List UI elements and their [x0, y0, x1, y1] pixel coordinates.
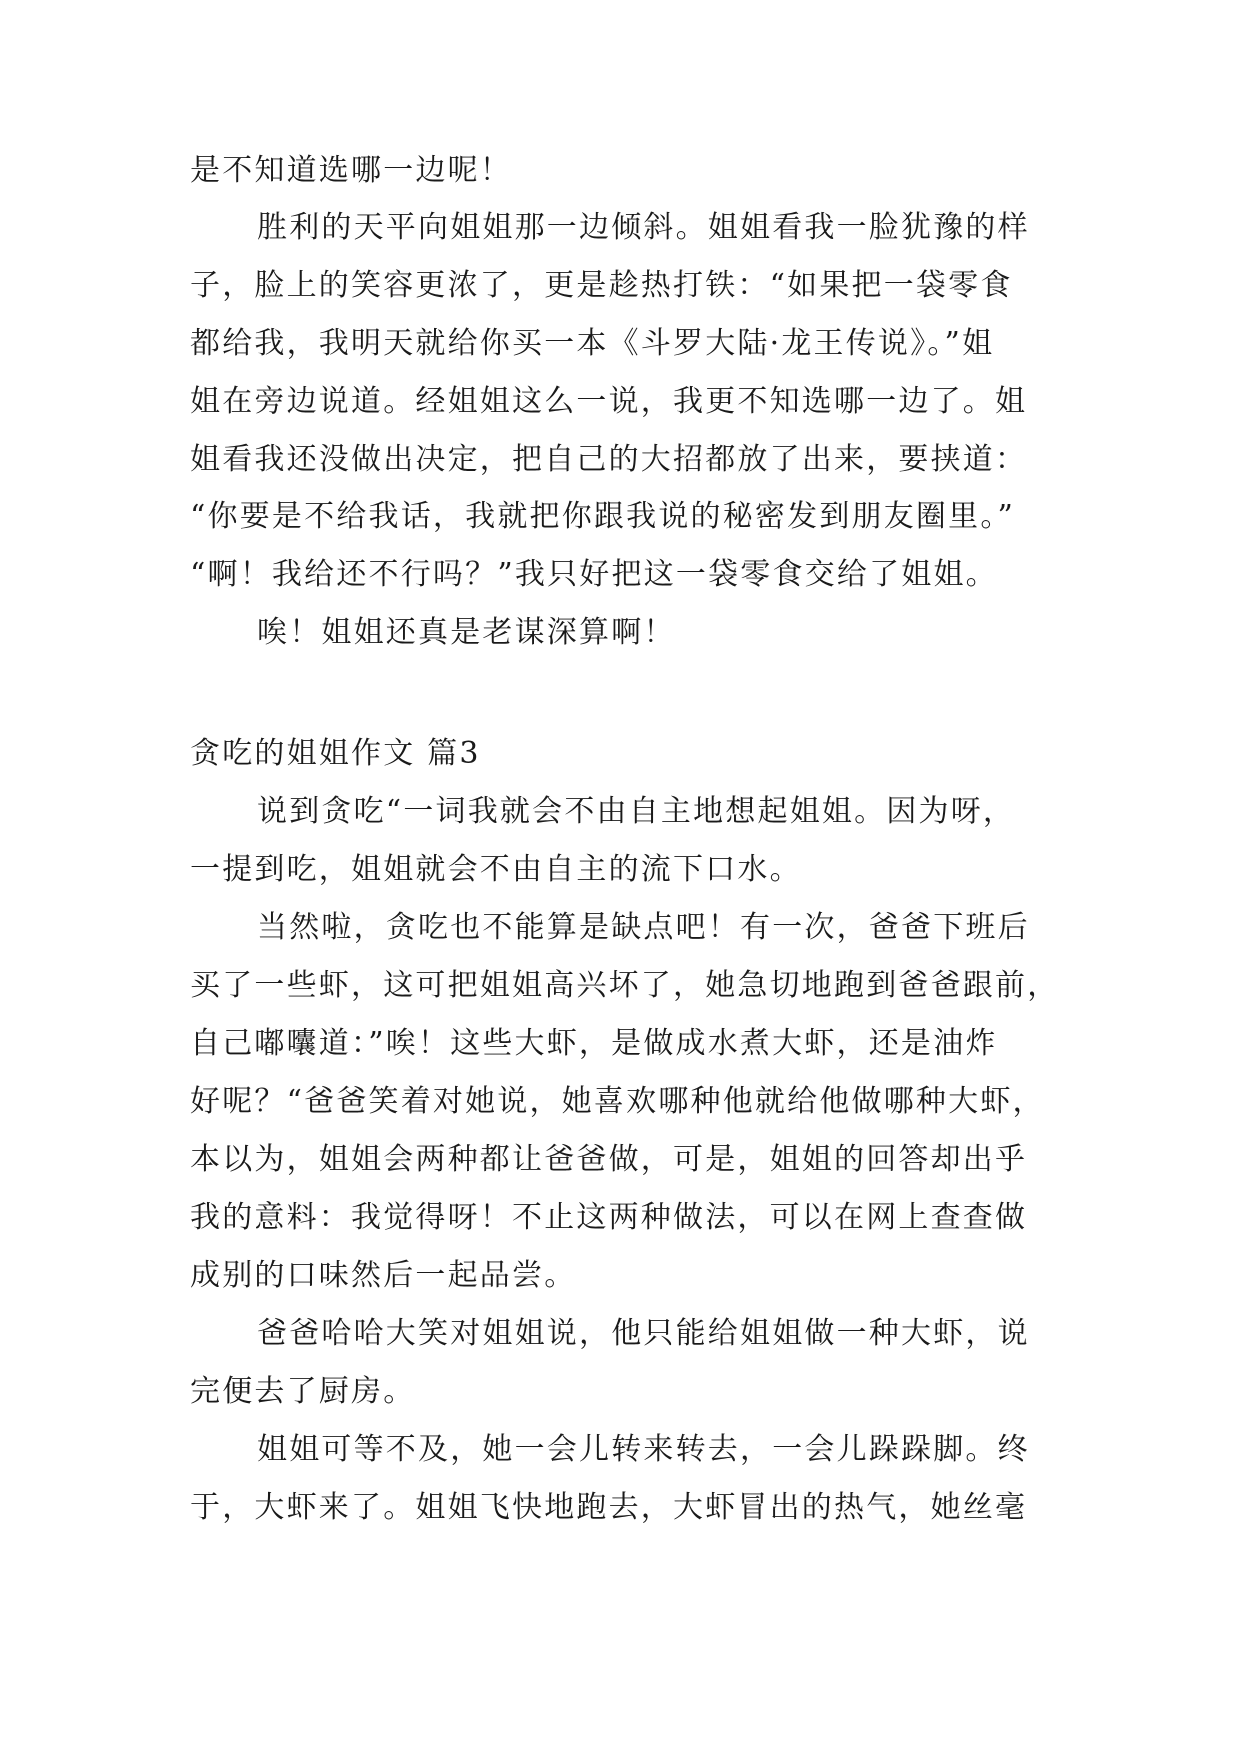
text-line: “啊！我给还不行吗？”我只好把这一袋零食交给了姐姐。: [190, 557, 998, 592]
text-line: 子，脸上的笑容更浓了，更是趁热打铁：“如果把一袋零食: [190, 268, 1013, 303]
text-line: 唉！姐姐还真是老谋深算啊！: [257, 615, 676, 650]
text-line: 一提到吃，姐姐就会不由自主的流下口水。: [190, 852, 802, 887]
section-title: 贪吃的姐姐作文 篇3: [190, 736, 481, 771]
text-line: 当然啦，贪吃也不能算是缺点吧！有一次，爸爸下班后: [257, 910, 1030, 945]
text-line: “你要是不给我话，我就把你跟我说的秘密发到朋友圈里。”: [190, 499, 1016, 534]
text-line: 爸爸哈哈大笑对姐姐说，他只能给姐姐做一种大虾，说: [257, 1316, 1030, 1351]
text-line: 完便去了厨房。: [190, 1374, 416, 1409]
text-line: 买了一些虾，这可把姐姐高兴坏了，她急切地跑到爸爸跟前，: [190, 968, 1060, 1003]
text-line: 好呢？“爸爸笑着对她说，她喜欢哪种他就给他做哪种大虾，: [190, 1084, 1045, 1119]
text-line: 都给我，我明天就给你买一本《斗罗大陆·龙王传说》。”姐: [190, 326, 995, 361]
text-line: 本以为，姐姐会两种都让爸爸做，可是，姐姐的回答却出乎: [190, 1142, 1028, 1177]
text-line: 姐在旁边说道。经姐姐这么一说，我更不知选哪一边了。姐: [190, 384, 1028, 419]
text-line: 自己嘟囔道：”唉！这些大虾，是做成水煮大虾，还是油炸: [190, 1026, 998, 1061]
text-line: 于，大虾来了。姐姐飞快地跑去，大虾冒出的热气，她丝毫: [190, 1490, 1028, 1525]
text-line: 姐姐可等不及，她一会儿转来转去，一会儿跺跺脚。终: [257, 1432, 1030, 1467]
text-line: 成别的口味然后一起品尝。: [190, 1258, 577, 1293]
text-line: 胜利的天平向姐姐那一边倾斜。姐姐看我一脸犹豫的样: [257, 210, 1030, 245]
text-line: 说到贪吃“一词我就会不由自主地想起姐姐。因为呀，: [257, 794, 1016, 829]
text-line: 姐看我还没做出决定，把自己的大招都放了出来，要挟道：: [190, 442, 1028, 477]
text-line: 我的意料：我觉得呀！不止这两种做法，可以在网上查查做: [190, 1200, 1028, 1235]
text-line: 是不知道选哪一边呢！: [190, 153, 512, 188]
